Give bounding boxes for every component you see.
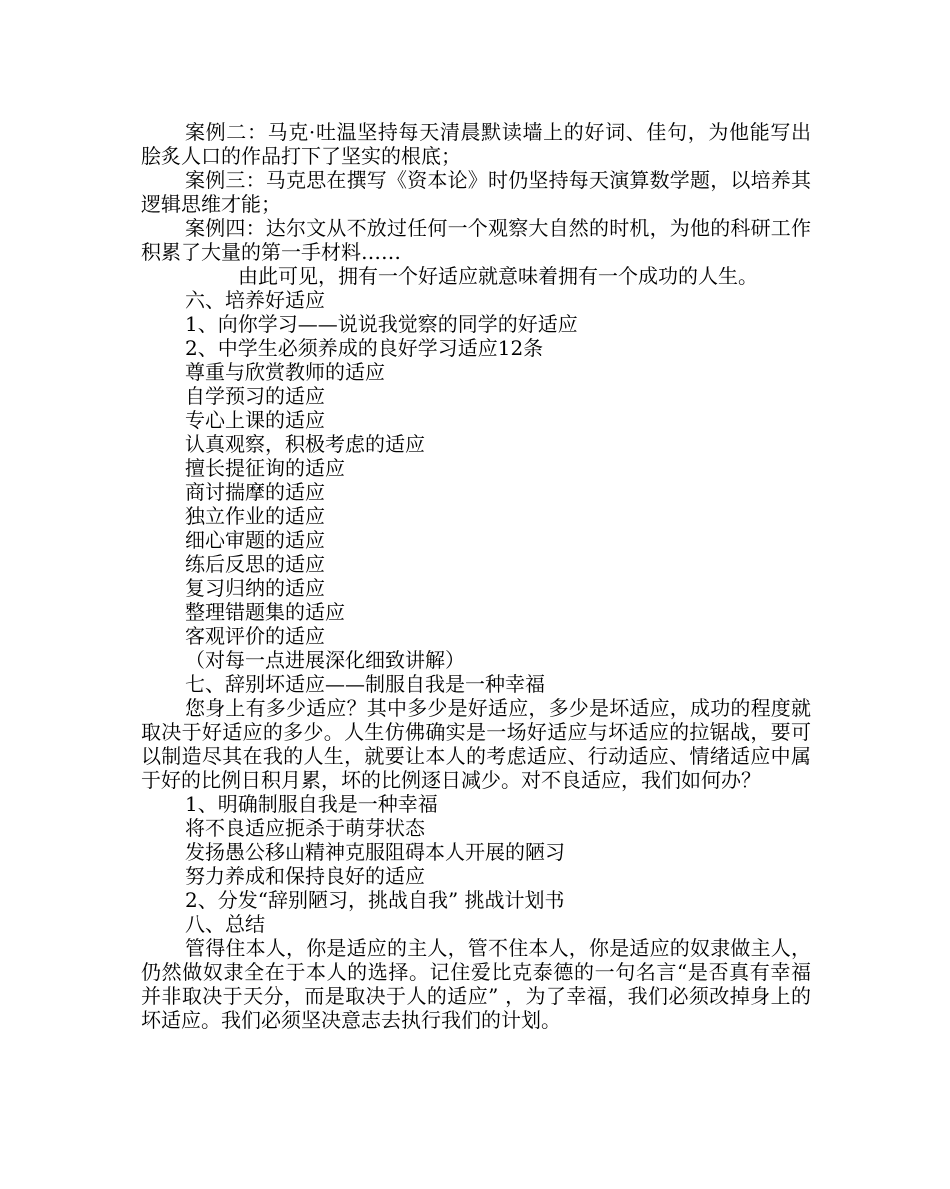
section-seven-sub-item: 努力养成和保持良好的适应: [185, 864, 425, 888]
section-eight-paragraph: 管得住本人，你是适应的主人，管不住本人，你是适应的奴隶做主人，仍然做奴隶全在于本人的选择。记住爱比克泰德的一句名言“是否真有幸福并非取决于天分，而是取决于人的适应” ，为了幸福，我们必须改掉身上的坏适应。我们必须坚决意志去执行我们的计划。: [141, 936, 811, 1032]
case-four-paragraph: 案例四：达尔文从不放过任何一个观察大自然的时机，为他的科研工作积累了大量的第一手材料……: [141, 216, 811, 264]
habit-item: 尊重与欣赏教师的适应: [185, 360, 385, 384]
section-seven-item-one: 1、明确制服自我是一种幸福: [185, 792, 438, 816]
habit-item: 自学预习的适应: [185, 384, 325, 408]
habit-item: 整理错题集的适应: [185, 600, 345, 624]
case-two-paragraph: 案例二：马克·吐温坚持每天清晨默读墙上的好词、佳句，为他能写出脍炙人口的作品打下了坚实的根底；: [141, 120, 811, 168]
habit-item: 复习归纳的适应: [185, 576, 325, 600]
case-three-paragraph: 案例三：马克思在撰写《资本论》时仍坚持每天演算数学题，以培养其逻辑思维才能；: [141, 168, 811, 216]
section-six-heading: 六、培养好适应: [185, 288, 325, 312]
habit-item: 认真观察，积极考虑的适应: [185, 432, 425, 456]
section-seven-item-two: 2、分发“辞别陋习，挑战自我” 挑战计划书: [185, 888, 565, 912]
section-six-item-two: 2、中学生必须养成的良好学习适应12条: [185, 336, 544, 360]
section-six-note: （对每一点进展深化细致讲解）: [185, 648, 465, 672]
habit-item: 细心审题的适应: [185, 528, 325, 552]
section-seven-sub-item: 将不良适应扼杀于萌芽状态: [185, 816, 425, 840]
section-seven-sub-item: 发扬愚公移山精神克服阻碍本人开展的陋习: [185, 840, 565, 864]
section-eight-heading: 八、总结: [185, 912, 265, 936]
habit-item: 擅长提征询的适应: [185, 456, 345, 480]
habit-item: 客观评价的适应: [185, 624, 325, 648]
document-body: [141, 120, 811, 1032]
habit-item: 练后反思的适应: [185, 552, 325, 576]
section-seven-heading: 七、辞别坏适应——制服自我是一种幸福: [185, 672, 545, 696]
habit-item: 专心上课的适应: [185, 408, 325, 432]
section-six-item-one: 1、向你学习——说说我觉察的同学的好适应: [185, 312, 578, 336]
habit-item: 独立作业的适应: [185, 504, 325, 528]
habit-item: 商讨揣摩的适应: [185, 480, 325, 504]
section-seven-paragraph: 您身上有多少适应？其中多少是好适应，多少是坏适应，成功的程度就取决于好适应的多少。人生仿佛确实是一场好适应与坏适应的拉锯战，要可以制造尽其在我的人生，就要让本人的考虑适应、行动适应、情绪适应中属于好的比例日积月累，坏的比例逐日减少。对不良适应，我们如何办？: [141, 696, 811, 792]
conclusion-line: 由此可见，拥有一个好适应就意味着拥有一个成功的人生。: [238, 264, 758, 288]
